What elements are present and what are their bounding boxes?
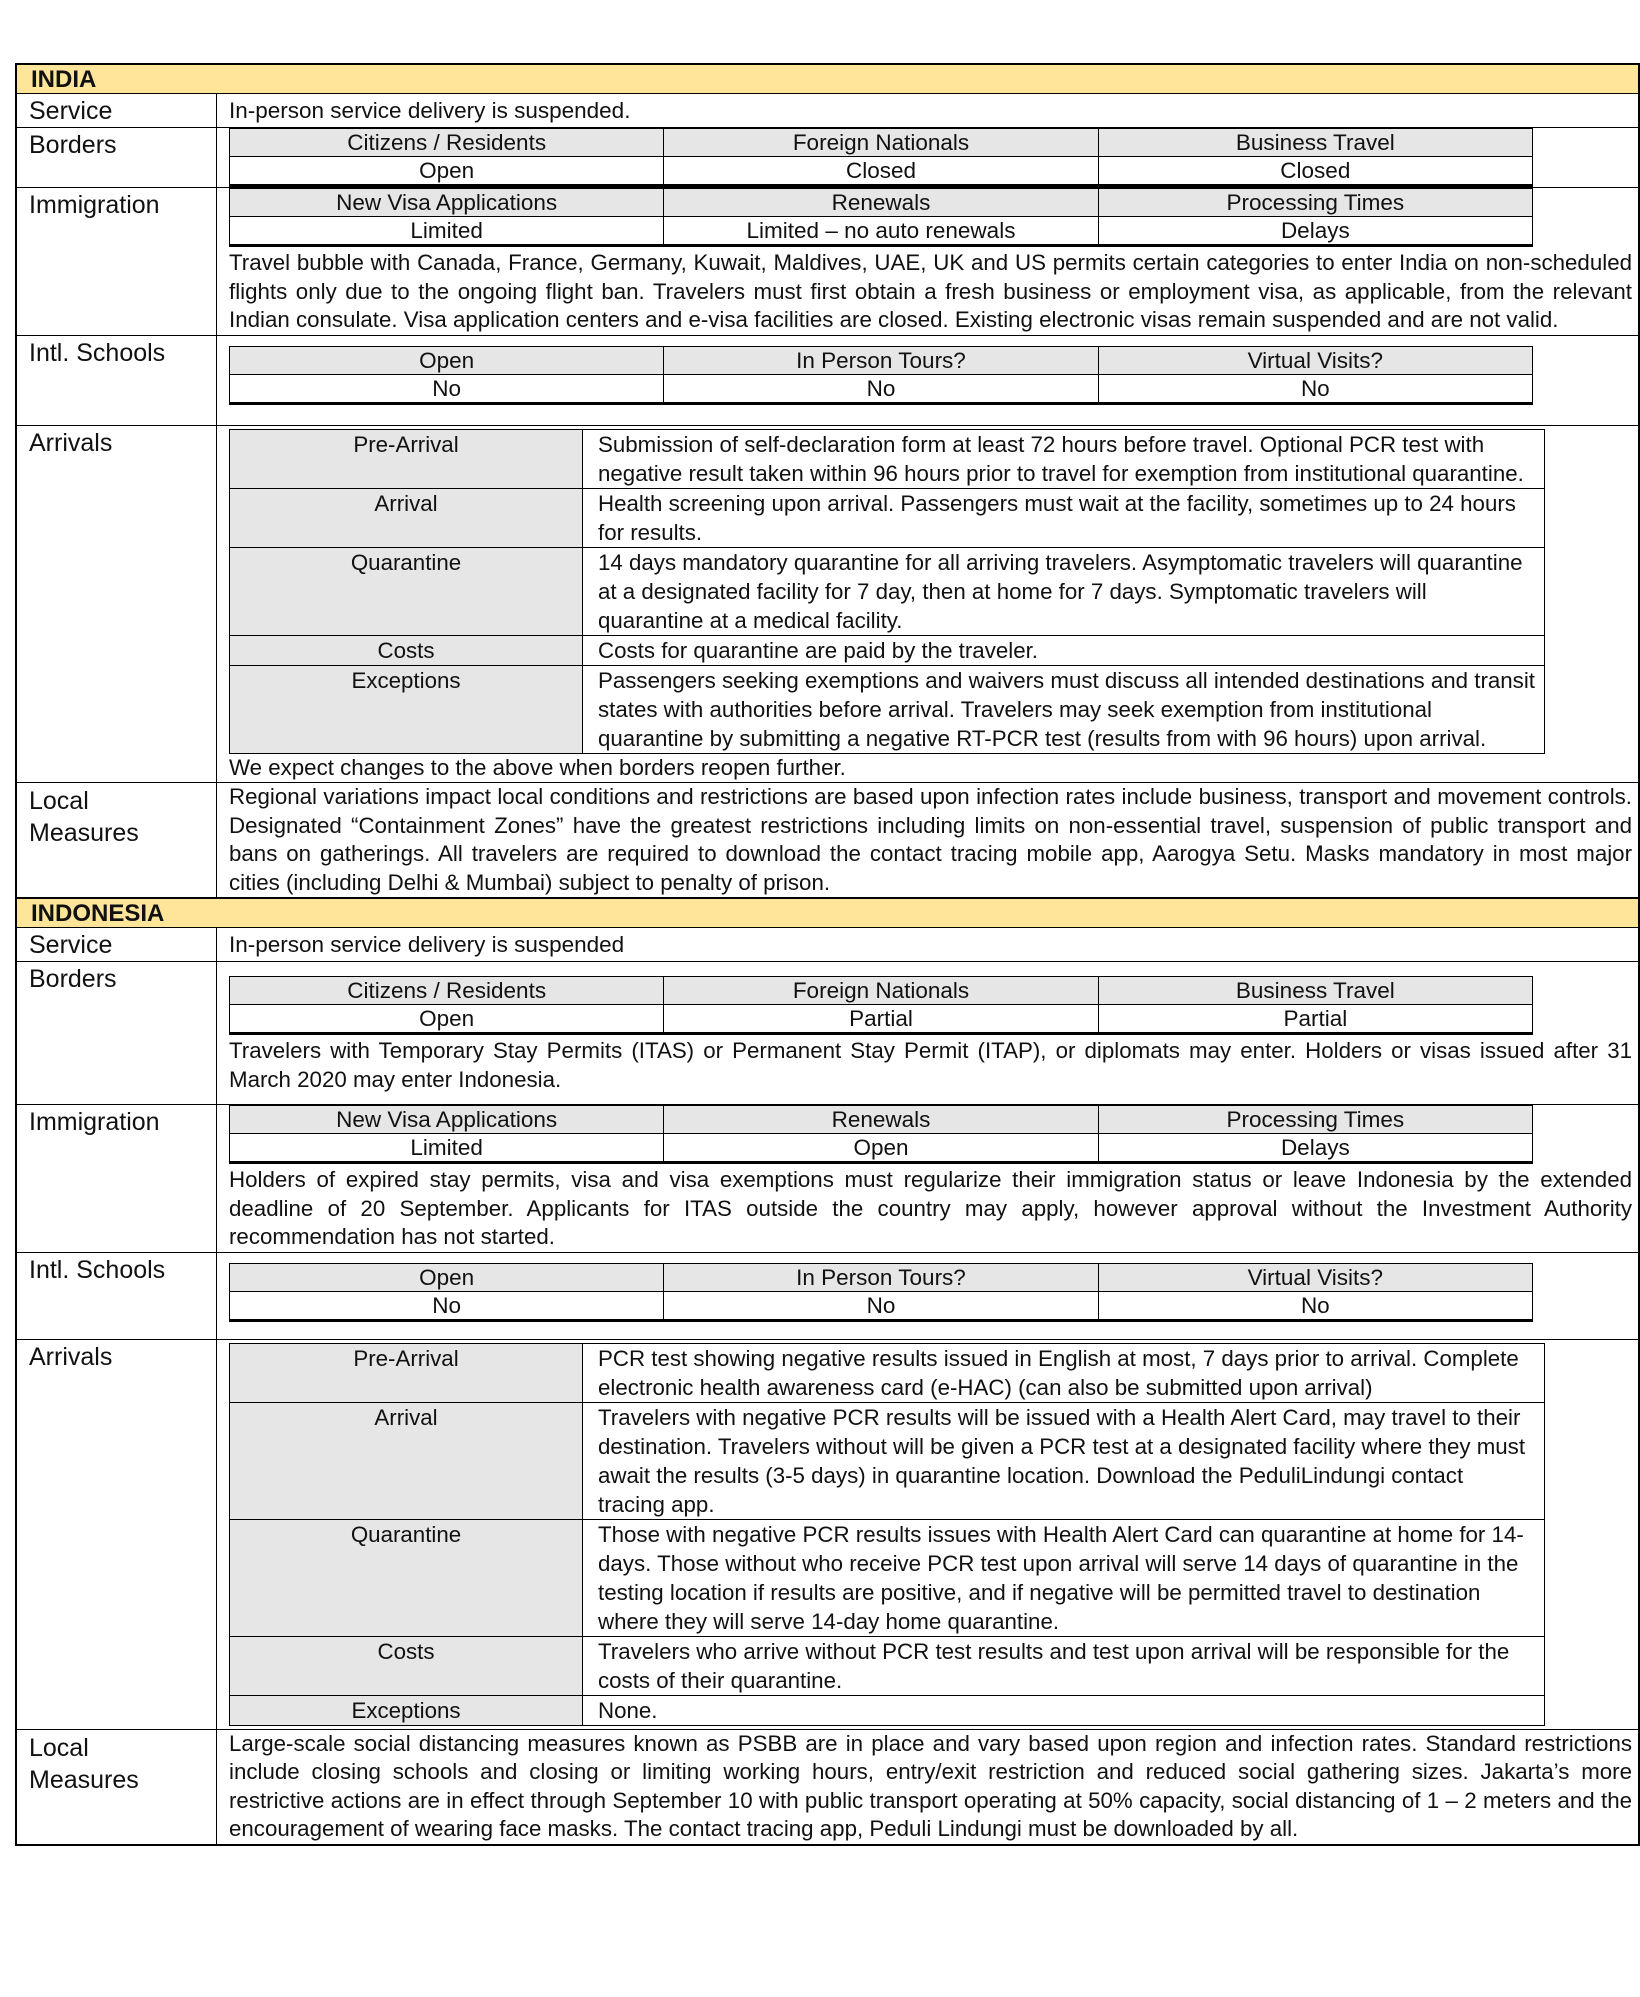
arrival-detail: Health screening upon arrival. Passengers must wait at the facility, sometimes up to 24 hours for results. [583, 488, 1545, 547]
column-header: New Visa Applications [230, 1106, 664, 1134]
arrivals-row [17, 426, 1638, 784]
service-row [17, 94, 1638, 128]
arrival-stage: Quarantine [230, 1519, 583, 1636]
country-name: INDONESIA [17, 899, 1638, 928]
table-cell: Limited – no auto renewals [664, 217, 1098, 246]
arrivals-content [217, 426, 1638, 783]
column-header: Foreign Nationals [664, 129, 1098, 157]
table-cell: Open [664, 1134, 1098, 1163]
table-row [230, 547, 1545, 635]
country-name: INDIA [17, 65, 1638, 94]
table-cell: Delays [1098, 217, 1532, 246]
column-header: Business Travel [1098, 129, 1532, 157]
column-header: Processing Times [1098, 189, 1532, 217]
row-label: Arrivals [17, 426, 217, 783]
table-header-row [230, 1106, 1533, 1134]
table-row [230, 1636, 1545, 1695]
arrivals-footer: We expect changes to the above when borders reopen further. [229, 754, 846, 780]
local-measures-row [17, 783, 1638, 897]
table-row [230, 488, 1545, 547]
arrival-stage: Exceptions [230, 1695, 583, 1725]
borders-content [217, 962, 1638, 1104]
table-row [230, 374, 1533, 403]
arrival-detail: Costs for quarantine are paid by the traveler. [583, 635, 1545, 665]
column-header: Business Travel [1098, 977, 1532, 1005]
column-header: Virtual Visits? [1098, 346, 1532, 374]
table-row [230, 1695, 1545, 1725]
table-header-row [230, 189, 1533, 217]
local-measures-text: Regional variations impact local conditions and restrictions are based upon infection rates include business, transport and movement controls. Designated “Containment Zones” have the greatest restrictions including limits on non-essential travel, suspension of public transport and bans on gatherings. All travelers are required to download the contact tracing mobile app, Aarogya Setu. Masks mandatory in most major cities (including Delhi & Mumbai) subject to penalty of prison. [229, 784, 1632, 895]
immigration-content [217, 188, 1638, 335]
immigration-content [217, 1105, 1638, 1252]
immigration-table [229, 1105, 1533, 1164]
column-header: Citizens / Residents [230, 129, 664, 157]
immigration-note: Travel bubble with Canada, France, Germany, Kuwait, Maldives, UAE, UK and US permits certain categories to enter India on non-scheduled flights only due to the ongoing flight ban. Travelers must first obtain a fresh business or employment visa, as applicable, from the relevant Indian consulate. Visa application centers and e-visa facilities are closed. Existing electronic visas remain suspended and are not valid. [229, 250, 1632, 332]
table-row [230, 217, 1533, 246]
arrival-stage: Pre-Arrival [230, 429, 583, 488]
table-cell: Limited [230, 1134, 664, 1163]
table-row [230, 1343, 1545, 1402]
arrival-stage: Quarantine [230, 547, 583, 635]
borders-row [17, 962, 1638, 1105]
table-row [230, 1005, 1533, 1034]
table-row [230, 1402, 1545, 1519]
column-header: Foreign Nationals [664, 977, 1098, 1005]
table-row [230, 1134, 1533, 1163]
arrivals-table [229, 429, 1545, 754]
column-header: Citizens / Residents [230, 977, 664, 1005]
service-row [17, 928, 1638, 962]
borders-row [17, 128, 1638, 188]
country-guide [15, 63, 1640, 1846]
arrival-detail: PCR test showing negative results issued in English at most, 7 days prior to arrival. Complete electronic health awareness card (e-HAC) (can also be submitted upon arrival) [583, 1343, 1545, 1402]
schools-row [17, 336, 1638, 426]
country-section [15, 897, 1640, 1846]
table-row [230, 429, 1545, 488]
column-header: Renewals [664, 1106, 1098, 1134]
column-header: Processing Times [1098, 1106, 1532, 1134]
arrival-stage: Pre-Arrival [230, 1343, 583, 1402]
service-text: In-person service delivery is suspended. [229, 98, 631, 123]
table-cell: Open [230, 157, 664, 186]
table-header-row [230, 1263, 1533, 1291]
row-label: Local Measures [17, 1730, 217, 1844]
table-cell: No [230, 374, 664, 403]
schools-table [229, 346, 1533, 405]
table-cell: No [664, 1291, 1098, 1320]
table-row [230, 635, 1545, 665]
immigration-note: Holders of expired stay permits, visa and visa exemptions must regularize their immigration status or leave Indonesia by the extended deadline of 20 September. Applicants for ITAS outside the country may apply, however approval without the Investment Authority recommendation has not started. [229, 1167, 1632, 1249]
schools-content [217, 1253, 1638, 1339]
arrivals-content [217, 1340, 1638, 1729]
table-header-row [230, 346, 1533, 374]
table-cell: Closed [664, 157, 1098, 186]
column-header: Renewals [664, 189, 1098, 217]
column-header: In Person Tours? [664, 346, 1098, 374]
local-measures-text: Large-scale social distancing measures known as PSBB are in place and vary based upon region and infection rates. Standard restrictions include closing schools and closing or limiting working hours, entry/exit restriction and reduced social gathering sizes. Jakarta’s more restrictive actions are in effect through September 10 with public transport operating at 50% capacity, social distancing of 1 – 2 meters and the encouragement of wearing face masks. The contact tracing app, Peduli Lindungi must be downloaded by all. [229, 1730, 1632, 1841]
table-row [230, 1291, 1533, 1320]
country-section [15, 63, 1640, 897]
schools-row [17, 1253, 1638, 1340]
borders-table [229, 976, 1533, 1035]
arrival-detail: Travelers who arrive without PCR test results and test upon arrival will be responsible for the costs of their quarantine. [583, 1636, 1545, 1695]
arrival-detail: 14 days mandatory quarantine for all arriving travelers. Asymptomatic travelers will quarantine at a designated facility for 7 day, then at home for 7 days. Symptomatic travelers will quarantine at a medical facility. [583, 547, 1545, 635]
immigration-row [17, 1105, 1638, 1253]
arrival-detail: None. [583, 1695, 1545, 1725]
arrival-stage: Arrival [230, 1402, 583, 1519]
schools-content [217, 336, 1638, 425]
row-label: Arrivals [17, 1340, 217, 1729]
column-header: Open [230, 1263, 664, 1291]
immigration-table [229, 188, 1533, 247]
table-cell: Partial [664, 1005, 1098, 1034]
table-cell: No [1098, 374, 1532, 403]
borders-content [217, 128, 1638, 187]
arrival-detail: Travelers with negative PCR results will be issued with a Health Alert Card, may travel to their destination. Travelers without will be given a PCR test at a designated facility where they must await the results (3-5 days) in quarantine location. Download the PeduliLindungi contact tracing app. [583, 1402, 1545, 1519]
table-cell: Closed [1098, 157, 1532, 186]
column-header: New Visa Applications [230, 189, 664, 217]
row-label: Intl. Schools [17, 336, 217, 425]
row-label: Immigration [17, 1105, 217, 1252]
arrival-detail: Passengers seeking exemptions and waivers must discuss all intended destinations and transit states with authorities before arrival. Travelers may seek exemption from institutional quarantine by submitting a negative RT-PCR test (results from with 96 hours) upon arrival. [583, 665, 1545, 753]
arrival-detail: Submission of self-declaration form at least 72 hours before travel. Optional PCR test with negative result taken within 96 hours prior to travel for exemption from institutional quarantine. [583, 429, 1545, 488]
row-label: Service [17, 94, 217, 127]
arrival-stage: Exceptions [230, 665, 583, 753]
table-row [230, 1519, 1545, 1636]
row-label: Service [17, 928, 217, 961]
column-header: Open [230, 346, 664, 374]
service-text: In-person service delivery is suspended [229, 932, 625, 957]
table-cell: Partial [1098, 1005, 1532, 1034]
table-row [230, 665, 1545, 753]
table-header-row [230, 129, 1533, 157]
immigration-row [17, 188, 1638, 336]
column-header: Virtual Visits? [1098, 1263, 1532, 1291]
row-label: Intl. Schools [17, 1253, 217, 1339]
borders-table [229, 128, 1533, 187]
table-cell: Limited [230, 217, 664, 246]
borders-note: Travelers with Temporary Stay Permits (ITAS) or Permanent Stay Permit (ITAP), or diplomats may enter. Holders or visas issued after 31 March 2020 may enter Indonesia. [229, 1038, 1632, 1092]
table-row [230, 157, 1533, 186]
local-measures-row [17, 1730, 1638, 1844]
table-header-row [230, 977, 1533, 1005]
column-header: In Person Tours? [664, 1263, 1098, 1291]
row-label: Immigration [17, 188, 217, 335]
arrivals-table [229, 1343, 1545, 1726]
table-cell: Open [230, 1005, 664, 1034]
schools-table [229, 1263, 1533, 1322]
arrival-stage: Costs [230, 1636, 583, 1695]
table-cell: Delays [1098, 1134, 1532, 1163]
arrival-stage: Costs [230, 635, 583, 665]
row-label: Borders [17, 128, 217, 187]
arrival-detail: Those with negative PCR results issues with Health Alert Card can quarantine at home for 14-days. Those without who receive PCR test upon arrival will serve 14 days of quarantine in the testing location if results are positive, and if negative will be permitted travel to destination where they will serve 14-day home quarantine. [583, 1519, 1545, 1636]
table-cell: No [230, 1291, 664, 1320]
arrival-stage: Arrival [230, 488, 583, 547]
row-label: Borders [17, 962, 217, 1104]
table-cell: No [664, 374, 1098, 403]
arrivals-row [17, 1340, 1638, 1730]
row-label: Local Measures [17, 783, 217, 897]
table-cell: No [1098, 1291, 1532, 1320]
